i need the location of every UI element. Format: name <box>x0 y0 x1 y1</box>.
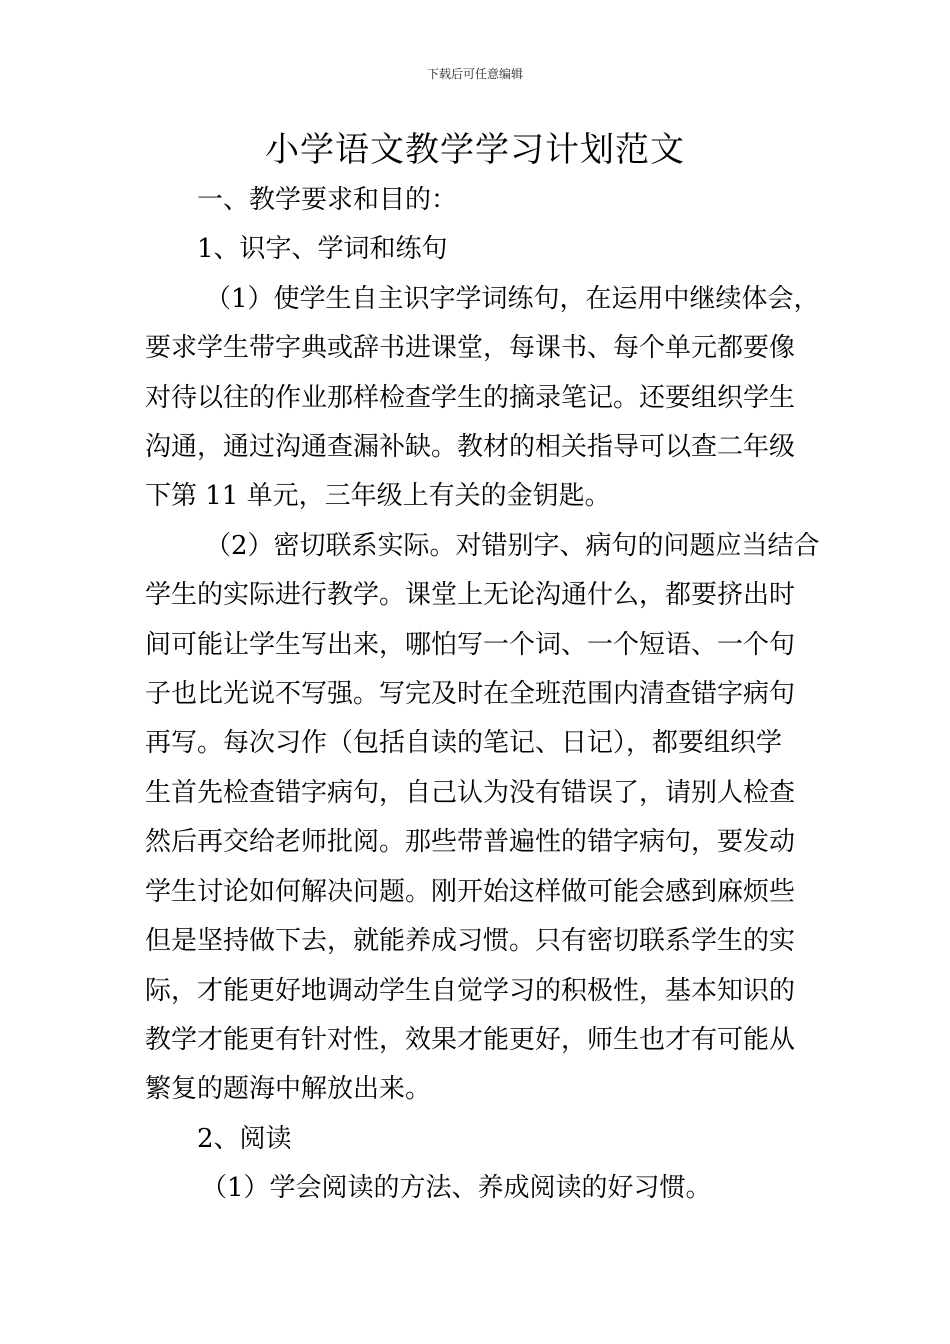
paragraph-line: 沟通，通过沟通查漏补缺。教材的相关指导可以查二年级 <box>145 432 796 463</box>
paragraph-line: 下第 11 单元，三年级上有关的金钥匙。 <box>145 481 611 512</box>
document-body <box>145 176 820 1214</box>
header-note: 下载后可任意编辑 <box>426 67 523 81</box>
paragraph-line: 间可能让学生写出来，哪怕写一个词、一个短语、一个句 <box>145 629 796 660</box>
paragraph-line: 繁复的题海中解放出来。 <box>145 1074 432 1105</box>
paragraph-line: 学生的实际进行教学。课堂上无论沟通什么，都要挤出时 <box>145 580 796 611</box>
document-title: 小学语文教学学习计划范文 <box>265 130 685 170</box>
paragraph-line: 然后再交给老师批阅。那些带普遍性的错字病句，要发动 <box>145 827 796 858</box>
section-heading: 一、教学要求和目的： <box>197 185 458 215</box>
paragraph-line: 对待以往的作业那样检查学生的摘录笔记。还要组织学生 <box>145 382 796 413</box>
subsection-heading: 1、识字、学词和练句 <box>197 234 448 265</box>
paragraph-line: 教学才能更有针对性，效果才能更好，师生也才有可能从 <box>145 1024 796 1055</box>
paragraph-line: 生首先检查错字病句，自己认为没有错误了，请别人检查 <box>145 777 796 808</box>
subsection-heading: 2、阅读 <box>197 1123 292 1154</box>
paragraph-line: 再写。每次习作（包括自读的笔记、日记），都要组织学 <box>145 728 783 759</box>
paragraph-line: 学生讨论如何解决问题。刚开始这样做可能会感到麻烦些 <box>145 876 796 907</box>
paragraph-line: （2）密切联系实际。对错别字、病句的问题应当结合 <box>205 530 820 561</box>
paragraph-line: （1）学会阅读的方法、养成阅读的好习惯。 <box>201 1173 712 1204</box>
paragraph-line: （1）使学生自主识字学词练句，在运用中继续体会， <box>205 283 820 314</box>
paragraph-line: 要求学生带字典或辞书进课堂，每课书、每个单元都要像 <box>145 333 796 364</box>
paragraph-line: 但是坚持做下去，就能养成习惯。只有密切联系学生的实 <box>145 926 796 957</box>
paragraph-line: 际，才能更好地调动学生自觉学习的积极性，基本知识的 <box>145 975 796 1006</box>
paragraph-line: 子也比光说不写强。写完及时在全班范围内清查错字病句 <box>145 679 796 710</box>
